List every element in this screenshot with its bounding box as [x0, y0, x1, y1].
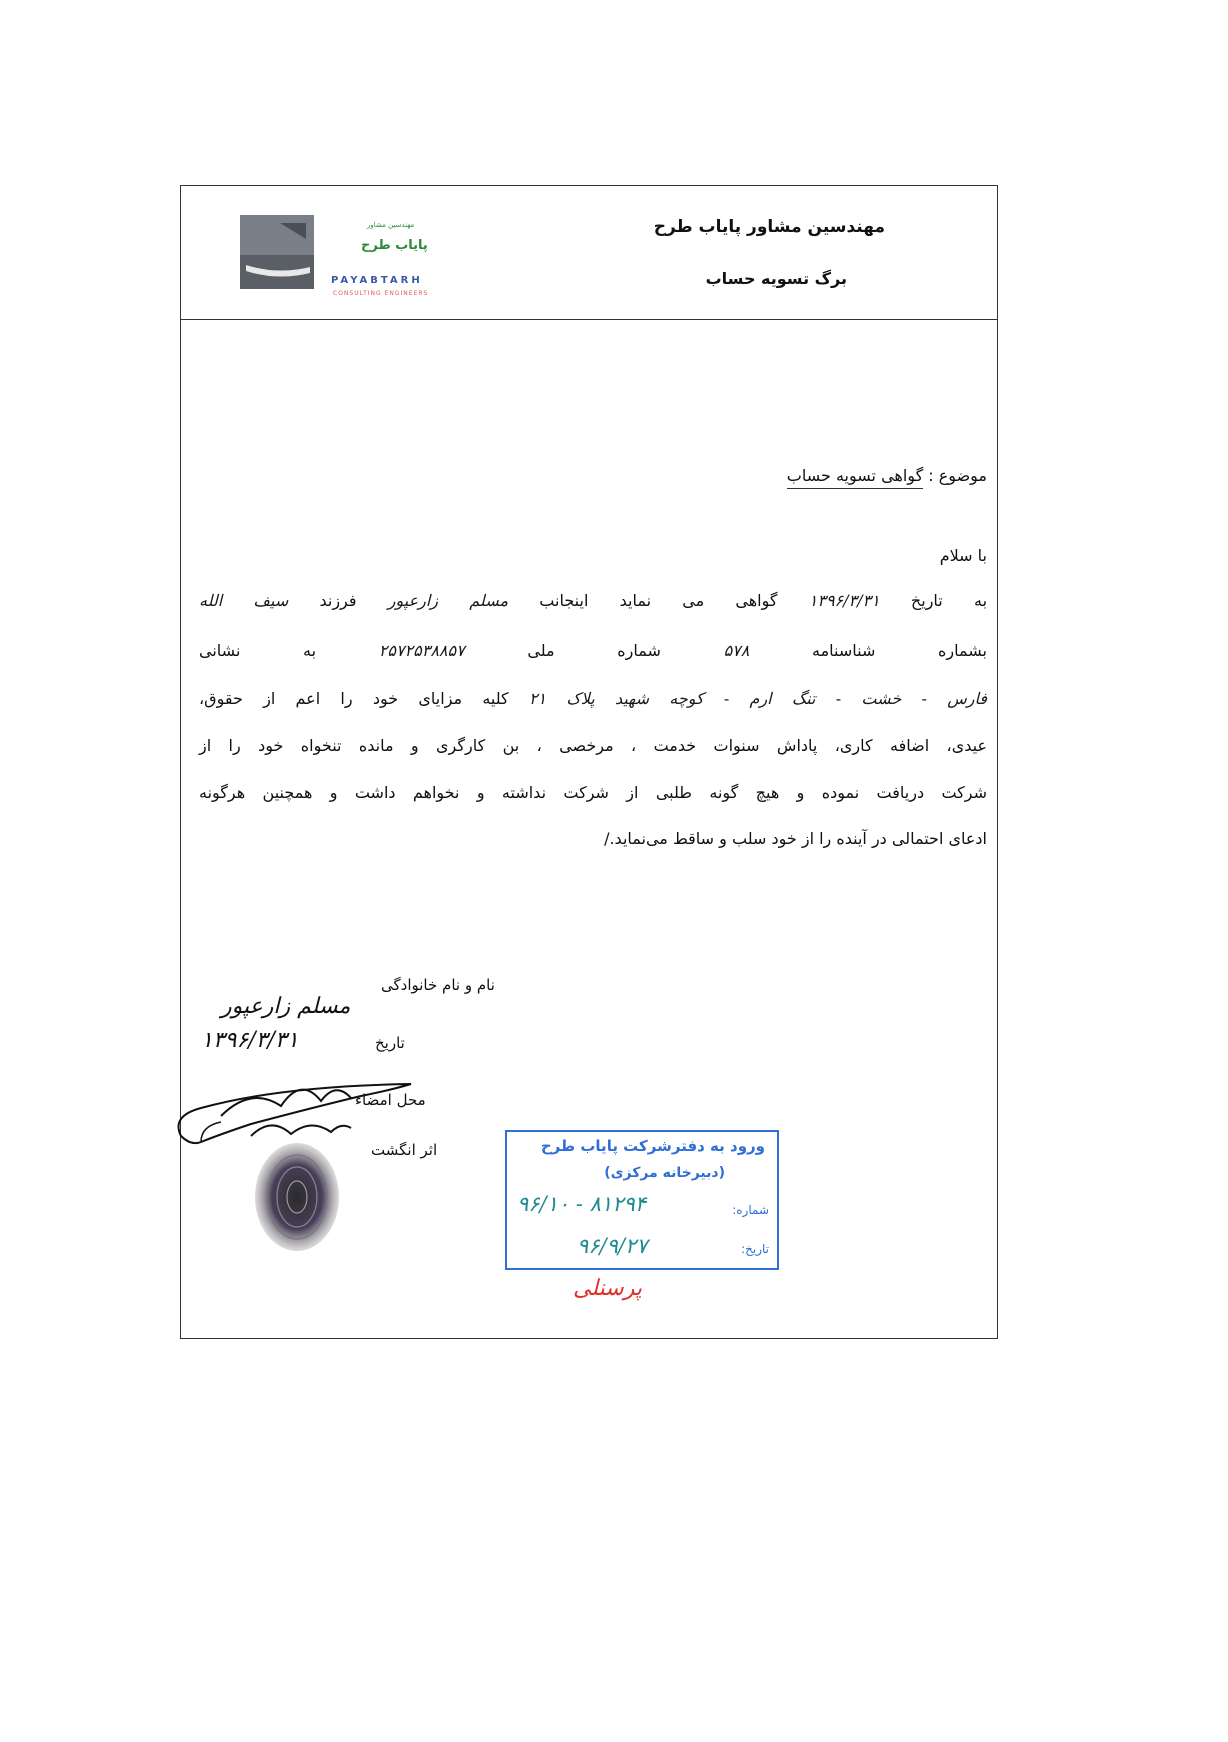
stamp-date-value: ۹۶/۹/۲۷: [577, 1234, 648, 1258]
handwritten-id-number: ۵۷۸: [723, 641, 750, 660]
subject-value: گواهی تسویه حساب: [787, 466, 923, 489]
body-text: شماره ملی: [527, 641, 661, 660]
stamp-number-value: ۸۱۲۹۴ - ۹۶/۱۰: [517, 1192, 647, 1216]
fingerprint-label: اثر انگشت: [371, 1141, 438, 1159]
body-line-5: شرکت دریافت نموده و هیچ گونه طلبی از شرکت نداشته و نخواهم داشت و همچنین هرگونه: [199, 783, 987, 802]
body-text: بشماره شناسنامه: [812, 641, 988, 660]
body-text: به نشانی: [199, 641, 317, 660]
greeting: با سلام: [939, 546, 987, 565]
company-logo-icon: [240, 215, 314, 289]
logo-subtitle-en: CONSULTING ENGINEERS: [333, 290, 429, 297]
logo-name-en: PAYABTARH: [331, 275, 423, 286]
body-text: فرزند: [319, 591, 357, 610]
stamp-number-label: شماره:: [732, 1203, 769, 1217]
handwritten-plaque: پلاک ۲۱: [528, 689, 595, 708]
stamp-subtitle: (دبیرخانه مرکزی): [604, 1165, 725, 1181]
body-line-4: عیدی، اضافه کاری، پاداش سنوات خدمت ، مرخصی ، بن کارگری و مانده تنخواه خود را از: [199, 736, 987, 755]
stamp-title: ورود به دفترشرکت پایاب طرح: [540, 1137, 765, 1155]
handwritten-father-name: سیف الله: [199, 591, 289, 610]
stamp-date-label: تاریخ:: [741, 1242, 769, 1256]
form-title: برگ تسویه حساب: [705, 269, 847, 288]
name-label: نام و نام خانوادگی: [381, 976, 495, 994]
handwritten-signer-name: مسلم زارعپور: [221, 994, 351, 1019]
body-line-3: [199, 689, 987, 708]
handwritten-note: پرسنلی: [573, 1276, 642, 1301]
header-divider: [181, 319, 997, 320]
handwritten-address: فارس - خشت - تنگ ارم - کوچه شهید: [615, 689, 988, 708]
body-line-6: ادعای احتمالی در آینده را از خود سلب و ساقط می‌نماید./: [604, 829, 987, 848]
body-text: گواهی می نماید اینجانب: [539, 591, 778, 610]
company-name: مهندسین مشاور پایاب طرح: [653, 217, 885, 237]
handwritten-name: مسلم زارعپور: [387, 591, 509, 610]
handwritten-signer-date: ۱۳۹۶/۳/۳۱: [201, 1028, 299, 1053]
subject-line: [787, 466, 987, 485]
signature-place-label: محل امضاء: [355, 1091, 426, 1109]
body-text: به تاریخ: [910, 591, 988, 610]
subject-label: موضوع :: [928, 466, 987, 485]
fingerprint-icon: [251, 1139, 343, 1255]
body-line-2: [199, 641, 987, 660]
handwritten-national-number: ۲۵۷۲۵۳۸۸۵۷: [378, 641, 465, 660]
form-frame: [180, 185, 998, 1339]
handwritten-date: ۱۳۹۶/۳/۳۱: [808, 591, 880, 610]
body-text: کلیه مزایای خود را اعم از حقوق،: [199, 689, 509, 708]
logo-small-text: مهندسین مشاور: [367, 221, 415, 229]
logo-name-fa: پایاب طرح: [361, 238, 428, 253]
registration-stamp: [505, 1130, 779, 1270]
date-label: تاریخ: [375, 1034, 405, 1052]
body-line-1: [199, 591, 987, 610]
